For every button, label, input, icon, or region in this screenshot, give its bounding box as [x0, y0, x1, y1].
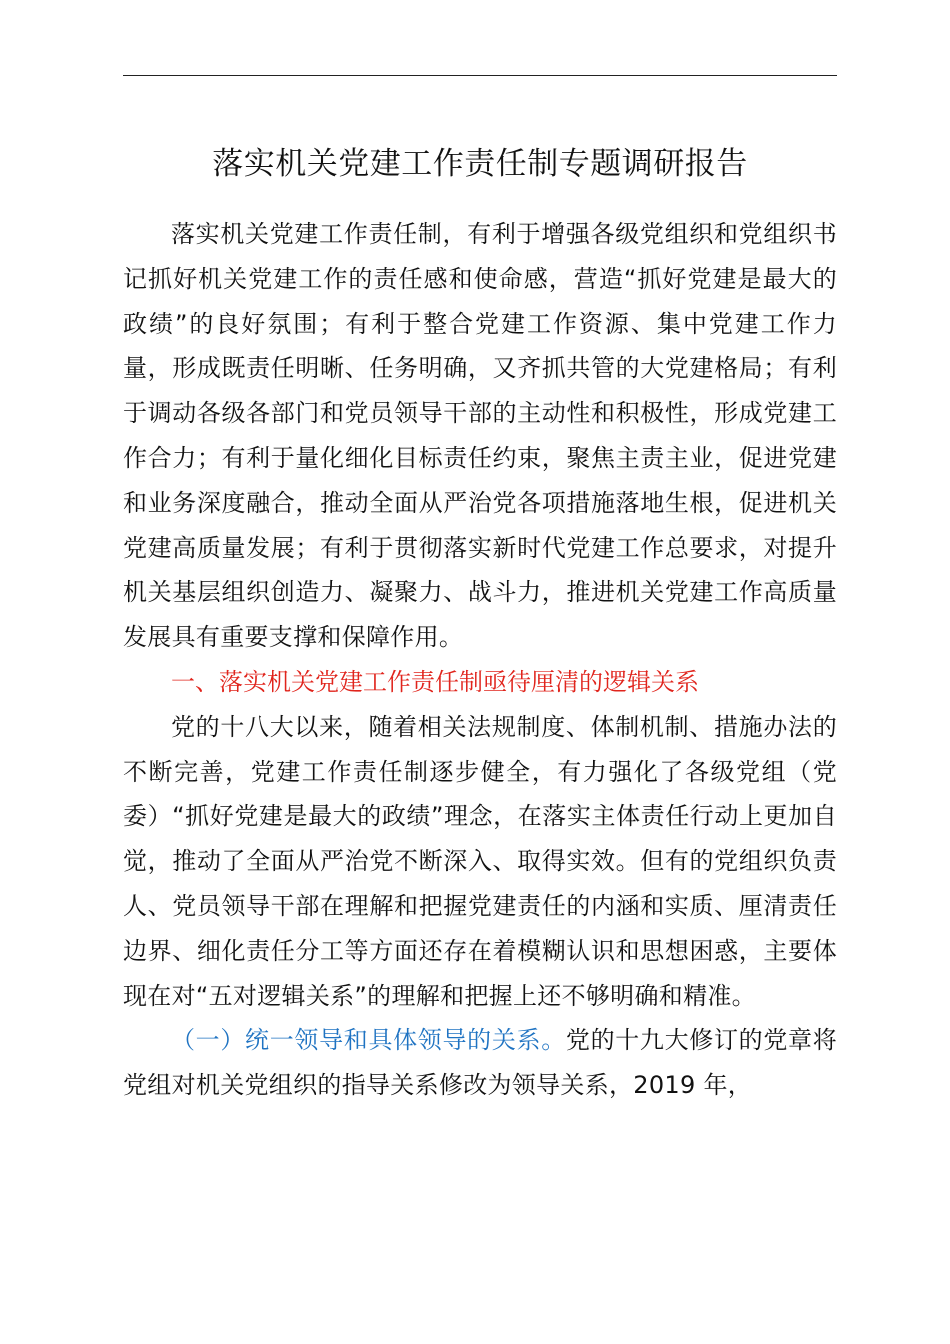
section-paragraph: 党的十八大以来，随着相关法规制度、体制机制、措施办法的不断完善，党建工作责任制逐步健全，有力强化了各级党组（党委）“抓好党建是最大的政绩”理念，在落实主体责任行动上更加自觉，推动了全面从严治党不断深入、取得实效。但有的党组织负责人、党员领导干部在理解和把握党建责任的内涵和实质、厘清责任边界、细化责任分工等方面还存在着模糊认识和思想困惑，主要体现在对“五对逻辑关系”的理解和把握上还不够明确和精准。	[123, 712, 837, 1010]
subsection-paragraph	[123, 1018, 837, 1108]
header-rule	[123, 75, 837, 76]
subsection-lead: （一）统一领导和具体领导的关系。	[171, 1026, 566, 1055]
section-heading: 一、落实机关党建工作责任制亟待厘清的逻辑关系	[171, 667, 699, 696]
intro-paragraph: 落实机关党建工作责任制，有利于增强各级党组织和党组织书记抓好机关党建工作的责任感和使命感，营造“抓好党建是最大的政绩”的良好氛围；有利于整合党建工作资源、集中党建工作力量，形成既责任明晰、任务明确，又齐抓共管的大党建格局；有利于调动各级各部门和党员领导干部的主动性和积极性，形成党建工作合力；有利于量化细化目标责任约束，聚焦主责主业，促进党建和业务深度融合，推动全面从严治党各项措施落地生根，促进机关党建高质量发展；有利于贯彻落实新时代党建工作总要求，对提升机关基层组织创造力、凝聚力、战斗力，推进机关党建工作高质量发展具有重要支撑和保障作用。	[123, 220, 837, 652]
subsection-text: 党的十九大修订的党章将党组对机关党组织的指导关系修改为领导关系，2019 年，	[123, 1026, 837, 1100]
document-title: 落实机关党建工作责任制专题调研报告	[212, 146, 748, 182]
document-body	[123, 212, 837, 1108]
